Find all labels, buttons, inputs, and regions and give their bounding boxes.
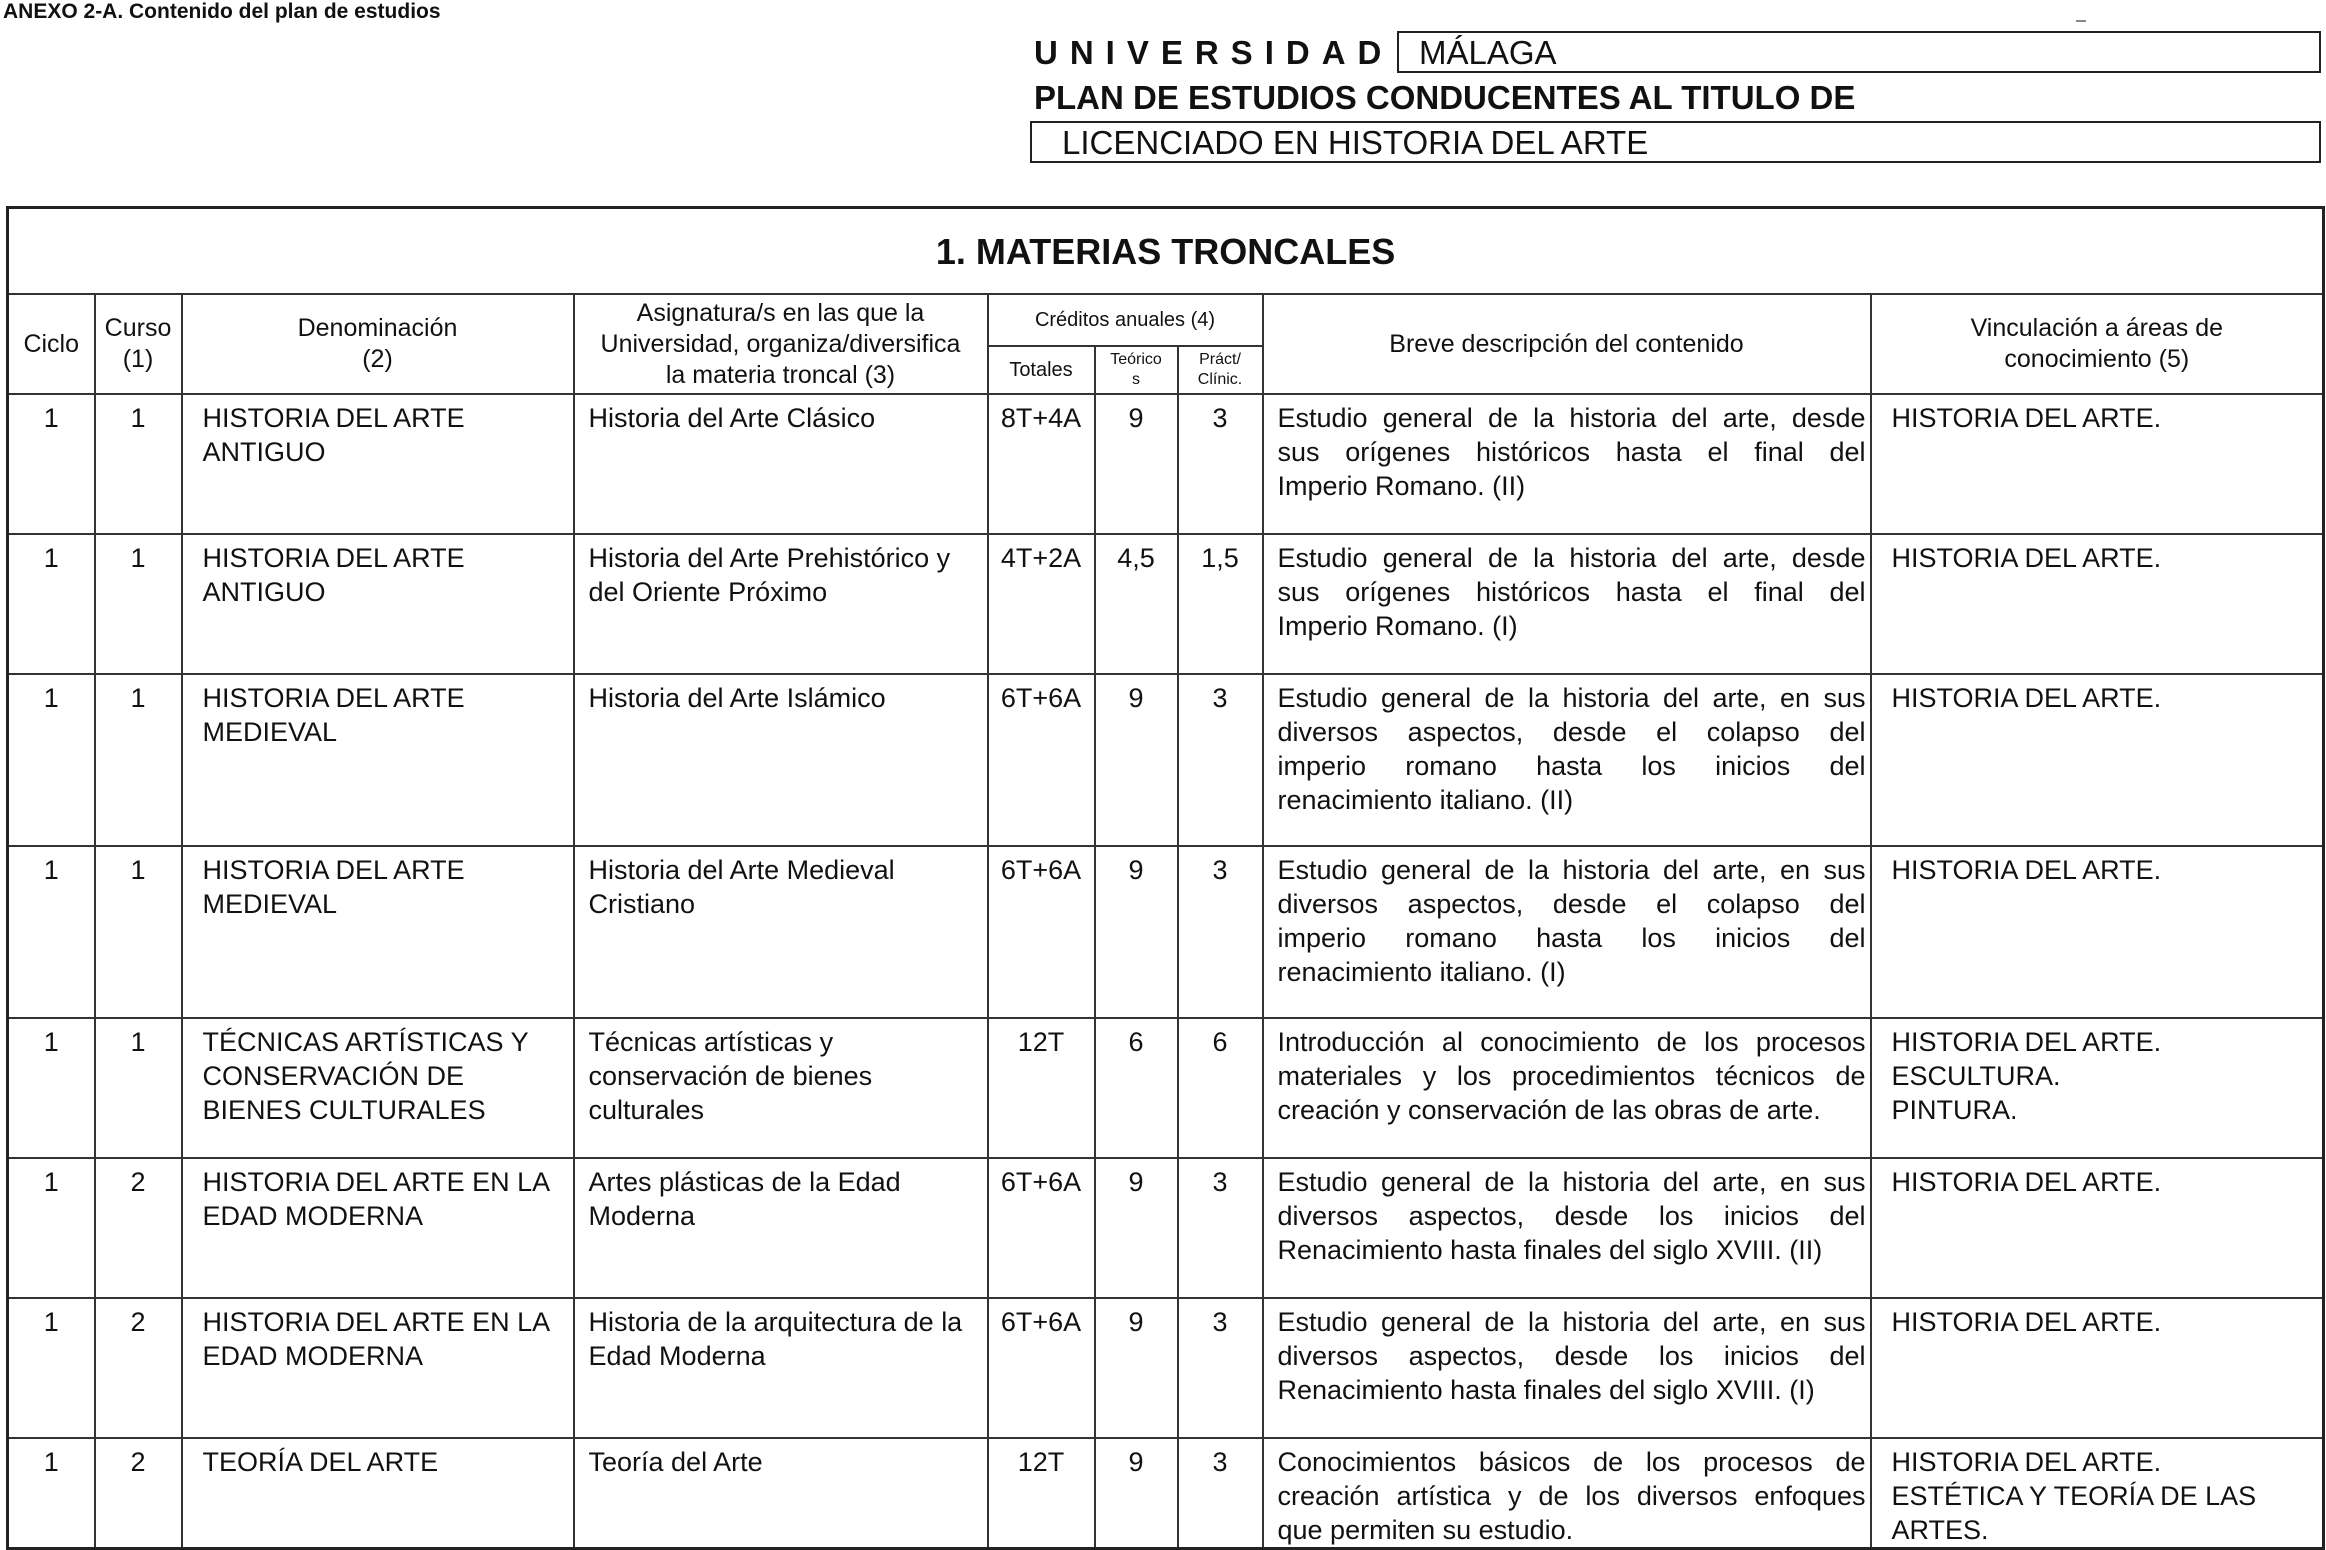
curso-cell: 1 bbox=[95, 674, 182, 846]
areas-cell-line: HISTORIA DEL ARTE. bbox=[1891, 683, 2162, 713]
asignatura-cell-line: Moderna bbox=[588, 1201, 696, 1231]
table-row bbox=[8, 1018, 2324, 1158]
asignatura-cell-line: culturales bbox=[588, 1095, 705, 1125]
plan-label: PLAN DE ESTUDIOS CONDUCENTES AL TITULO DE bbox=[1034, 79, 1856, 116]
col-curso-header: Curso (1) bbox=[95, 294, 182, 394]
ciclo-cell: 1 bbox=[8, 846, 95, 1018]
areas-cell-line: ESCULTURA. bbox=[1891, 1061, 2061, 1091]
col-asignaturas-header: Asignatura/s en las que la Universidad, organiza/diversifica la materia troncal (3) bbox=[574, 294, 988, 394]
denominacion-cell bbox=[182, 846, 574, 1018]
areas-cell bbox=[1871, 394, 2324, 534]
col-descripcion-header: Breve descripción del contenido bbox=[1263, 294, 1871, 394]
col-denominacion-header: Denominación (2) bbox=[182, 294, 574, 394]
asignatura-cell-line: Técnicas artísticas y bbox=[588, 1027, 834, 1057]
denominacion-cell-line: EDAD MODERNA bbox=[202, 1201, 424, 1231]
asignatura-cell-line: Historia de la arquitectura de la bbox=[588, 1307, 963, 1337]
totales-cell: 6T+6A bbox=[988, 1298, 1095, 1438]
asignatura-cell-line: del Oriente Próximo bbox=[588, 577, 828, 607]
asignatura-cell-line: Artes plásticas de la Edad bbox=[588, 1167, 901, 1197]
totales-cell: 6T+6A bbox=[988, 1158, 1095, 1298]
descripcion-cell bbox=[1263, 1438, 1871, 1549]
totales-cell: 12T bbox=[988, 1018, 1095, 1158]
denominacion-cell-line: MEDIEVAL bbox=[202, 889, 338, 919]
scan-mark bbox=[2076, 20, 2086, 22]
descripcion-cell-line: Imperio Romano. (I) bbox=[1277, 611, 1518, 641]
descripcion-cell-line: Introducción al conocimiento de los procesos bbox=[1277, 1027, 1866, 1057]
asignatura-cell bbox=[574, 846, 988, 1018]
materias-table bbox=[6, 206, 2325, 1550]
practicos-cell: 3 bbox=[1178, 1438, 1263, 1549]
practicos-cell: 1,5 bbox=[1178, 534, 1263, 674]
areas-cell-line: ARTES. bbox=[1891, 1515, 1989, 1545]
descripcion-cell-line: materiales y los procedimientos técnicos de bbox=[1277, 1061, 1866, 1091]
denominacion-cell-line: HISTORIA DEL ARTE bbox=[202, 403, 465, 433]
teoricos-cell: 9 bbox=[1095, 846, 1178, 1018]
descripcion-cell bbox=[1263, 1298, 1871, 1438]
descripcion-cell-line: imperio romano hasta los inicios del bbox=[1277, 751, 1866, 781]
descripcion-cell-line: creación artística y de los diversos enfoques bbox=[1277, 1481, 1866, 1511]
areas-cell-line: HISTORIA DEL ARTE. bbox=[1891, 1167, 2162, 1197]
denominacion-cell bbox=[182, 1018, 574, 1158]
descripcion-cell-line: diversos aspectos, desde los inicios del bbox=[1277, 1201, 1866, 1231]
curso-cell: 1 bbox=[95, 394, 182, 534]
denominacion-cell-line: MEDIEVAL bbox=[202, 717, 338, 747]
col-totales-header: Totales bbox=[988, 346, 1095, 394]
denominacion-cell-line: EDAD MODERNA bbox=[202, 1341, 424, 1371]
teoricos-cell: 9 bbox=[1095, 394, 1178, 534]
asignatura-cell-line: conservación de bienes bbox=[588, 1061, 873, 1091]
areas-cell bbox=[1871, 1298, 2324, 1438]
denominacion-cell bbox=[182, 534, 574, 674]
asignatura-cell-line: Historia del Arte Medieval bbox=[588, 855, 895, 885]
descripcion-cell-line: Estudio general de la historia del arte, desde bbox=[1277, 403, 1866, 433]
asignatura-cell-line: Historia del Arte Clásico bbox=[588, 403, 876, 433]
areas-cell-line: PINTURA. bbox=[1891, 1095, 2018, 1125]
denominacion-cell bbox=[182, 1158, 574, 1298]
table-row bbox=[8, 534, 2324, 674]
asignatura-cell-line: Edad Moderna bbox=[588, 1341, 766, 1371]
practicos-cell: 3 bbox=[1178, 674, 1263, 846]
table-row bbox=[8, 674, 2324, 846]
university-name-box: MÁLAGA bbox=[1397, 31, 2321, 73]
ciclo-cell: 1 bbox=[8, 674, 95, 846]
practicos-cell: 6 bbox=[1178, 1018, 1263, 1158]
descripcion-cell bbox=[1263, 1018, 1871, 1158]
teoricos-cell: 9 bbox=[1095, 1298, 1178, 1438]
areas-cell bbox=[1871, 1158, 2324, 1298]
ciclo-cell: 1 bbox=[8, 1298, 95, 1438]
descripcion-cell-line: Estudio general de la historia del arte, en sus bbox=[1277, 1167, 1866, 1197]
denominacion-cell-line: ANTIGUO bbox=[202, 437, 326, 467]
denominacion-cell-line: HISTORIA DEL ARTE EN LA bbox=[202, 1307, 551, 1337]
totales-cell: 4T+2A bbox=[988, 534, 1095, 674]
denominacion-cell-line: HISTORIA DEL ARTE bbox=[202, 543, 465, 573]
ciclo-cell: 1 bbox=[8, 1158, 95, 1298]
totales-cell: 6T+6A bbox=[988, 674, 1095, 846]
teoricos-cell: 9 bbox=[1095, 674, 1178, 846]
degree-name-box: LICENCIADO EN HISTORIA DEL ARTE bbox=[1030, 121, 2321, 163]
descripcion-cell-line: sus orígenes históricos hasta el final del bbox=[1277, 437, 1866, 467]
descripcion-cell-line: sus orígenes históricos hasta el final del bbox=[1277, 577, 1866, 607]
curso-cell: 2 bbox=[95, 1158, 182, 1298]
descripcion-cell bbox=[1263, 674, 1871, 846]
denominacion-cell-line: HISTORIA DEL ARTE bbox=[202, 683, 465, 713]
denominacion-cell-line: TÉCNICAS ARTÍSTICAS Y bbox=[202, 1027, 529, 1057]
descripcion-cell-line: diversos aspectos, desde el colapso del bbox=[1277, 717, 1866, 747]
areas-cell bbox=[1871, 534, 2324, 674]
university-label: UNIVERSIDAD bbox=[1034, 34, 1394, 71]
descripcion-cell-line: Renacimiento hasta finales del siglo XVIII. (II) bbox=[1277, 1235, 1823, 1265]
denominacion-cell-line: TEORÍA DEL ARTE bbox=[202, 1447, 439, 1477]
practicos-cell: 3 bbox=[1178, 846, 1263, 1018]
asignatura-cell-line: Cristiano bbox=[588, 889, 696, 919]
areas-cell-line: HISTORIA DEL ARTE. bbox=[1891, 1447, 2162, 1477]
descripcion-cell-line: renacimiento italiano. (II) bbox=[1277, 785, 1574, 815]
descripcion-cell-line: Estudio general de la historia del arte, en sus bbox=[1277, 683, 1866, 713]
curso-cell: 2 bbox=[95, 1298, 182, 1438]
teoricos-cell: 6 bbox=[1095, 1018, 1178, 1158]
table-row bbox=[8, 1438, 2324, 1549]
table-row bbox=[8, 394, 2324, 534]
teoricos-cell: 4,5 bbox=[1095, 534, 1178, 674]
col-creditos-header: Créditos anuales (4) bbox=[988, 294, 1263, 346]
denominacion-cell-line: HISTORIA DEL ARTE bbox=[202, 855, 465, 885]
asignatura-cell-line: Historia del Arte Islámico bbox=[588, 683, 886, 713]
asignatura-cell bbox=[574, 674, 988, 846]
curso-cell: 2 bbox=[95, 1438, 182, 1549]
asignatura-cell bbox=[574, 1158, 988, 1298]
curso-cell: 1 bbox=[95, 534, 182, 674]
col-practicos-header: Práct/ Clínic. bbox=[1178, 346, 1263, 394]
descripcion-cell-line: creación y conservación de las obras de arte. bbox=[1277, 1095, 1821, 1125]
asignatura-cell bbox=[574, 1438, 988, 1549]
descripcion-cell-line: Conocimientos básicos de los procesos de bbox=[1277, 1447, 1866, 1477]
col-ciclo-header: Ciclo bbox=[8, 294, 95, 394]
ciclo-cell: 1 bbox=[8, 394, 95, 534]
asignatura-cell bbox=[574, 1298, 988, 1438]
totales-cell: 6T+6A bbox=[988, 846, 1095, 1018]
totales-cell: 12T bbox=[988, 1438, 1095, 1549]
ciclo-cell: 1 bbox=[8, 534, 95, 674]
teoricos-cell: 9 bbox=[1095, 1438, 1178, 1549]
table-row bbox=[8, 846, 2324, 1018]
asignatura-cell bbox=[574, 1018, 988, 1158]
col-vinculacion-header: Vinculación a áreas de conocimiento (5) bbox=[1871, 294, 2324, 394]
ciclo-cell: 1 bbox=[8, 1018, 95, 1158]
areas-cell bbox=[1871, 674, 2324, 846]
denominacion-cell-line: BIENES CULTURALES bbox=[202, 1095, 486, 1125]
totales-cell: 8T+4A bbox=[988, 394, 1095, 534]
descripcion-cell bbox=[1263, 394, 1871, 534]
denominacion-cell-line: HISTORIA DEL ARTE EN LA bbox=[202, 1167, 551, 1197]
areas-cell-line: HISTORIA DEL ARTE. bbox=[1891, 1027, 2162, 1057]
col-teoricos-header: Teórico s bbox=[1095, 346, 1178, 394]
descripcion-cell-line: Imperio Romano. (II) bbox=[1277, 471, 1526, 501]
areas-cell bbox=[1871, 1438, 2324, 1549]
table-row bbox=[8, 1298, 2324, 1438]
section-title: 1. MATERIAS TRONCALES bbox=[8, 208, 2324, 295]
denominacion-cell bbox=[182, 1298, 574, 1438]
descripcion-cell bbox=[1263, 846, 1871, 1018]
areas-cell bbox=[1871, 1018, 2324, 1158]
practicos-cell: 3 bbox=[1178, 1298, 1263, 1438]
descripcion-cell-line: imperio romano hasta los inicios del bbox=[1277, 923, 1866, 953]
curso-cell: 1 bbox=[95, 1018, 182, 1158]
asignatura-cell bbox=[574, 394, 988, 534]
areas-cell-line: HISTORIA DEL ARTE. bbox=[1891, 1307, 2162, 1337]
areas-cell bbox=[1871, 846, 2324, 1018]
descripcion-cell-line: Estudio general de la historia del arte, desde bbox=[1277, 543, 1866, 573]
descripcion-cell-line: Renacimiento hasta finales del siglo XVIII. (I) bbox=[1277, 1375, 1815, 1405]
denominacion-cell bbox=[182, 1438, 574, 1549]
practicos-cell: 3 bbox=[1178, 1158, 1263, 1298]
descripcion-cell bbox=[1263, 1158, 1871, 1298]
denominacion-cell-line: ANTIGUO bbox=[202, 577, 326, 607]
denominacion-cell-line: CONSERVACIÓN DE bbox=[202, 1061, 465, 1091]
areas-cell-line: HISTORIA DEL ARTE. bbox=[1891, 403, 2162, 433]
descripcion-cell-line: diversos aspectos, desde los inicios del bbox=[1277, 1341, 1866, 1371]
denominacion-cell bbox=[182, 674, 574, 846]
table-row bbox=[8, 1158, 2324, 1298]
asignatura-cell bbox=[574, 534, 988, 674]
areas-cell-line: HISTORIA DEL ARTE. bbox=[1891, 855, 2162, 885]
areas-cell-line: HISTORIA DEL ARTE. bbox=[1891, 543, 2162, 573]
descripcion-cell-line: Estudio general de la historia del arte, en sus bbox=[1277, 855, 1866, 885]
descripcion-cell-line: diversos aspectos, desde el colapso del bbox=[1277, 889, 1866, 919]
teoricos-cell: 9 bbox=[1095, 1158, 1178, 1298]
areas-cell-line: ESTÉTICA Y TEORÍA DE LAS bbox=[1891, 1481, 2257, 1511]
practicos-cell: 3 bbox=[1178, 394, 1263, 534]
ciclo-cell: 1 bbox=[8, 1438, 95, 1549]
annex-title: ANEXO 2-A. Contenido del plan de estudios bbox=[3, 0, 441, 23]
asignatura-cell-line: Historia del Arte Prehistórico y bbox=[588, 543, 951, 573]
asignatura-cell-line: Teoría del Arte bbox=[588, 1447, 763, 1477]
curso-cell: 1 bbox=[95, 846, 182, 1018]
descripcion-cell bbox=[1263, 534, 1871, 674]
descripcion-cell-line: que permiten su estudio. bbox=[1277, 1515, 1574, 1545]
descripcion-cell-line: renacimiento italiano. (I) bbox=[1277, 957, 1566, 987]
denominacion-cell bbox=[182, 394, 574, 534]
descripcion-cell-line: Estudio general de la historia del arte, en sus bbox=[1277, 1307, 1866, 1337]
